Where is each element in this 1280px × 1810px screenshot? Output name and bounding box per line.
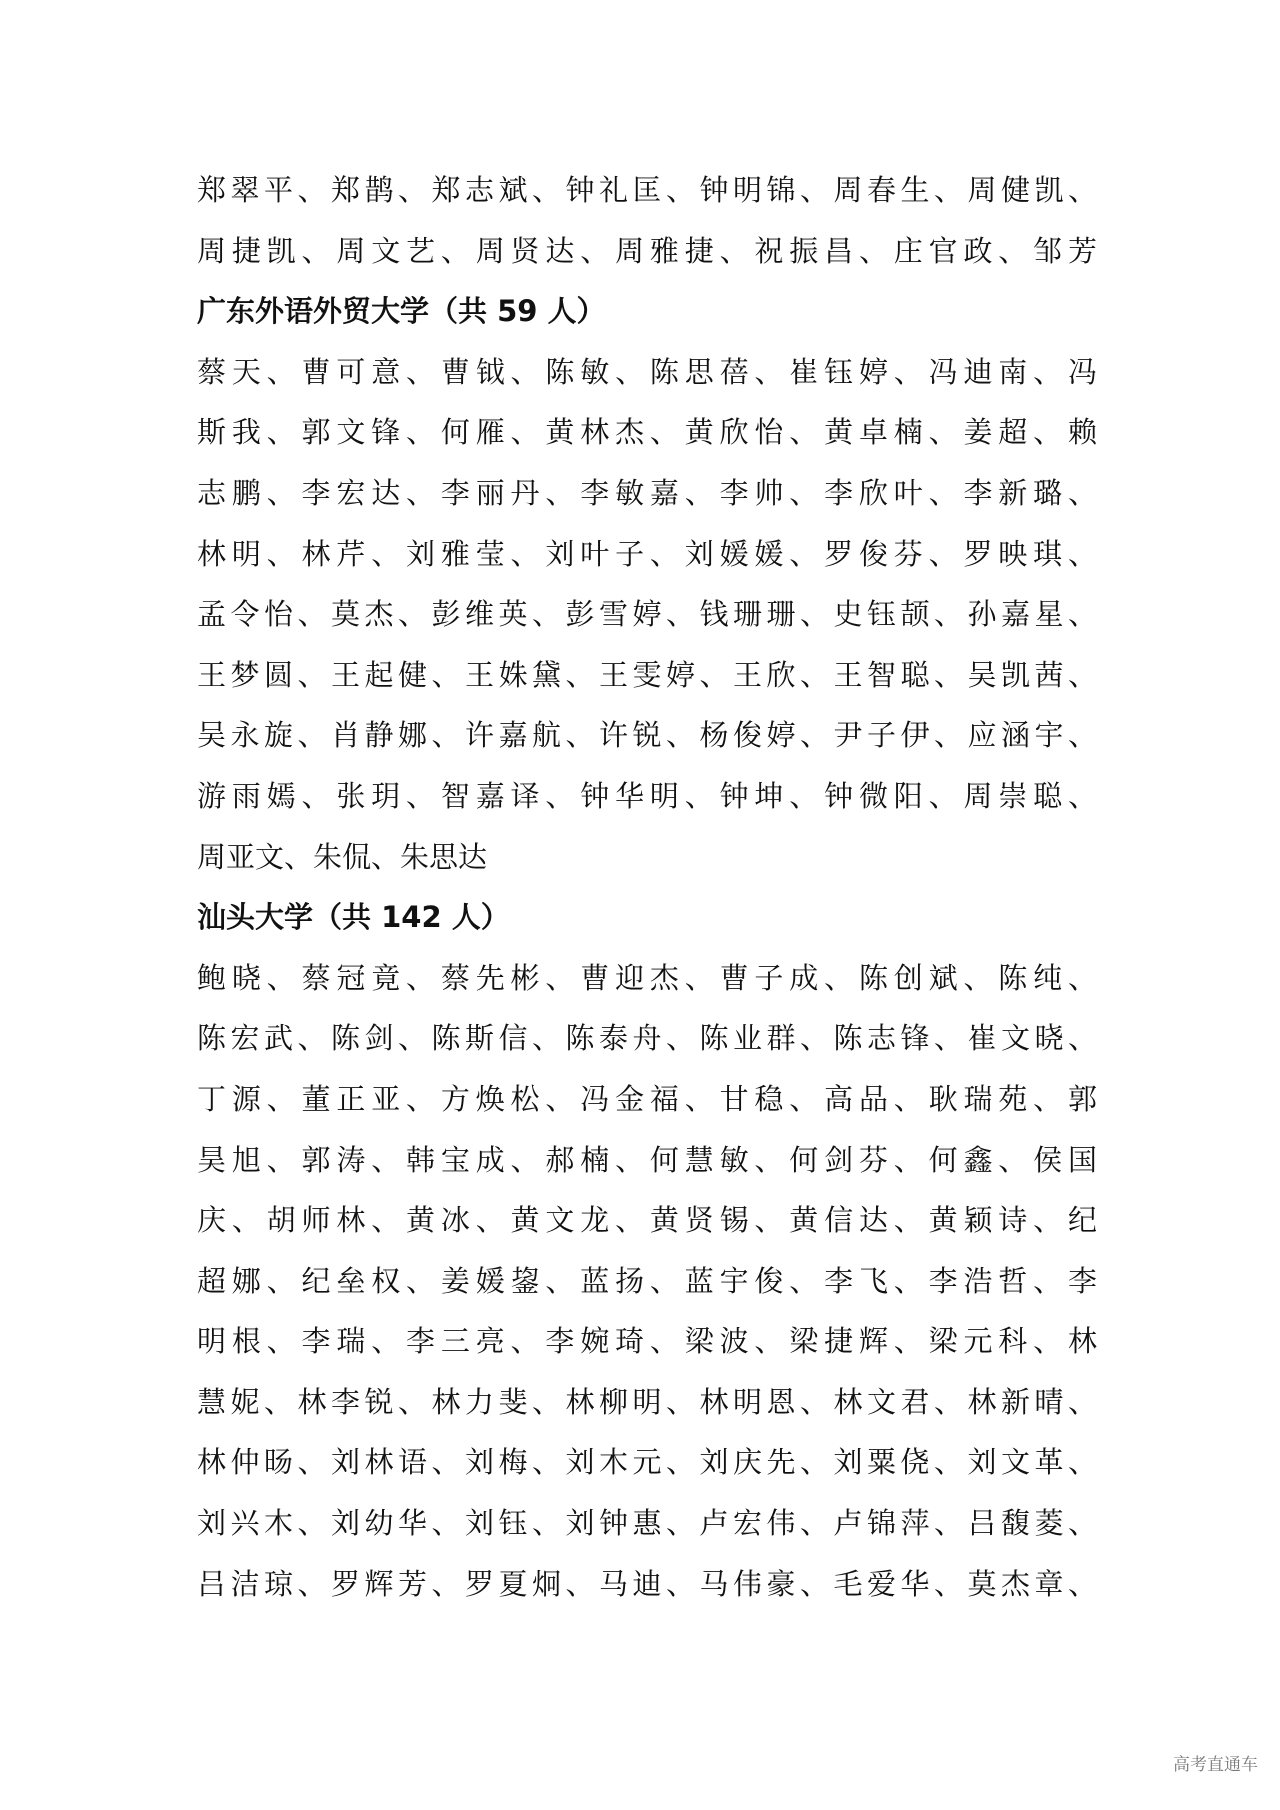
- name-line: 林明、林芹、刘雅莹、刘叶子、刘媛媛、罗俊芬、罗映琪、: [197, 536, 1097, 571]
- name-line: 吴永旋、肖静娜、许嘉航、许锐、杨俊婷、尹子伊、应涵宇、: [197, 718, 1097, 753]
- name-line: 慧妮、林李锐、林力斐、林柳明、林明恩、林文君、林新晴、: [197, 1384, 1097, 1419]
- name-line: 超娜、纪垒权、姜媛鋆、蓝扬、蓝宇俊、李飞、李浩哲、李: [197, 1263, 1097, 1298]
- name-line: 周亚文、朱侃、朱思达: [197, 839, 488, 874]
- name-line: 吕洁琼、罗辉芳、罗夏炯、马迪、马伟豪、毛爱华、莫杰章、: [197, 1566, 1097, 1601]
- name-line: 王梦圆、王起健、王姝黛、王雯婷、王欣、王智聪、吴凯茜、: [197, 657, 1097, 692]
- name-line: 郑翠平、郑鹊、郑志斌、钟礼匡、钟明锦、周春生、周健凯、: [197, 173, 1097, 207]
- name-line: 游雨嫣、张玥、智嘉译、钟华明、钟坤、钟微阳、周崇聪、: [197, 778, 1097, 813]
- section: [197, 160, 1097, 281]
- name-line: 志鹏、李宏达、李丽丹、李敏嘉、李帅、李欣叶、李新璐、: [197, 475, 1097, 510]
- watermark: 高考直通车: [1173, 1755, 1258, 1775]
- name-line: 蔡天、曹可意、曹钺、陈敏、陈思蓓、崔钰婷、冯迪南、冯: [197, 354, 1097, 389]
- name-line: 林仲旸、刘林语、刘梅、刘木元、刘庆先、刘粟侥、刘文革、: [197, 1445, 1097, 1480]
- name-line: 丁源、董正亚、方焕松、冯金福、甘稳、高品、耿瑞苑、郭: [197, 1081, 1097, 1116]
- section: [197, 281, 1097, 887]
- name-line: 鲍晓、蔡冠竟、蔡先彬、曹迎杰、曹子成、陈创斌、陈纯、: [197, 960, 1097, 995]
- name-line: 斯我、郭文锋、何雁、黄林杰、黄欣怡、黄卓楠、姜超、赖: [197, 415, 1097, 450]
- name-line: 庆、胡师林、黄冰、黄文龙、黄贤锡、黄信达、黄颖诗、纪: [197, 1203, 1097, 1238]
- name-line: 周捷凯、周文艺、周贤达、周雅捷、祝振昌、庄官政、邹芳: [197, 233, 1097, 268]
- name-line: 陈宏武、陈剑、陈斯信、陈泰舟、陈业群、陈志锋、崔文晓、: [197, 1021, 1097, 1056]
- name-line: 孟令怡、莫杰、彭维英、彭雪婷、钱珊珊、史钰颉、孙嘉星、: [197, 597, 1097, 632]
- name-line: 明根、李瑞、李三亮、李婉琦、梁波、梁捷辉、梁元科、林: [197, 1324, 1097, 1359]
- section-heading: 汕头大学（共 142 人）: [197, 900, 510, 935]
- section-heading: 广东外语外贸大学（共 59 人）: [197, 294, 606, 329]
- name-line: 刘兴木、刘幼华、刘钰、刘钟惠、卢宏伟、卢锦萍、吕馥菱、: [197, 1506, 1097, 1541]
- section: [197, 887, 1097, 1614]
- name-line: 昊旭、郭涛、韩宝成、郝楠、何慧敏、何剑芬、何鑫、侯国: [197, 1142, 1097, 1177]
- name-list-document: [197, 160, 1097, 1614]
